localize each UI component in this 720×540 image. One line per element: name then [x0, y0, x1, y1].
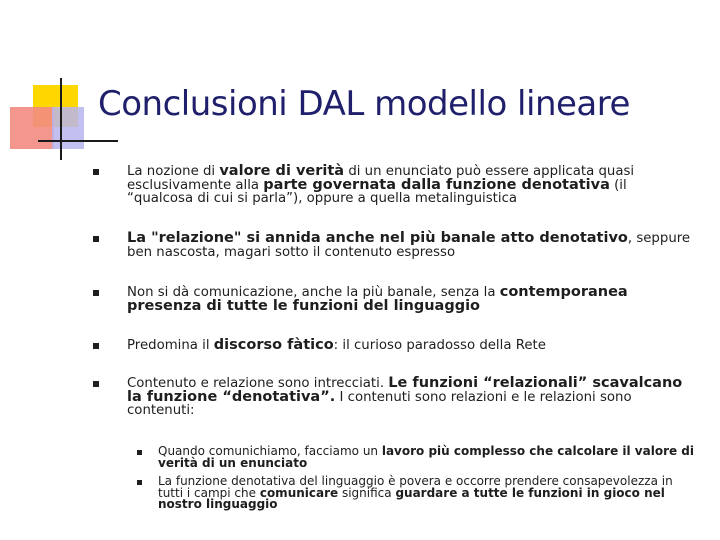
- bullet-marker: [93, 381, 99, 387]
- text-segment: Le funzioni “relazionali” scavalcano la funzione “denotativa”.: [127, 375, 683, 405]
- bullet-marker: [137, 450, 142, 455]
- bullet-item: [127, 286, 692, 313]
- bullet-marker: [137, 480, 142, 485]
- text-segment: La nozione di: [127, 164, 220, 179]
- text-segment: Predomina il: [127, 338, 214, 353]
- text-segment: Contenuto e relazione sono intrecciati.: [127, 376, 389, 391]
- text-segment: parte governata dalla funzione denotativa: [263, 176, 610, 193]
- bullet-marker: [93, 169, 99, 175]
- text-segment: contemporanea presenza di tutte le funzioni del linguaggio: [127, 284, 628, 314]
- text-segment: La funzione denotativa del linguaggio è povera e occorre prendere consapevolezza in tutti i campi che: [158, 474, 673, 500]
- bullet-item: [127, 339, 692, 353]
- sub-bullet-item: [158, 446, 698, 469]
- bullet-marker: [93, 343, 99, 349]
- text-segment: guardare a tutte le funzioni in gioco nel nostro linguaggio: [158, 485, 665, 511]
- sub-bullet-item: [158, 476, 698, 511]
- page-title: Conclusioni DAL modello lineare: [98, 84, 630, 124]
- red-square: [10, 107, 54, 149]
- bullet-item: [127, 165, 692, 206]
- text-segment: significa: [338, 485, 396, 500]
- text-segment: : il curioso paradosso della Rete: [333, 338, 546, 353]
- text-segment: I contenuti sono relazioni e le relazioni sono contenuti:: [127, 389, 632, 418]
- text-segment: lavoro più complesso che calcolare il valore di verità di un enunciato: [158, 444, 695, 470]
- bullet-item: [127, 232, 692, 259]
- blue-square: [52, 107, 84, 149]
- text-segment: valore di verità: [219, 163, 345, 179]
- bullet-marker: [93, 290, 99, 296]
- text-segment: Non si dà comunicazione, anche la più banale, senza la: [127, 285, 500, 300]
- vertical-line: [60, 78, 62, 160]
- bullet-marker: [93, 236, 99, 242]
- bullet-item: [127, 377, 692, 418]
- text-segment: (il “qualcosa di cui si parla”), oppure a quella metalinguistica: [127, 177, 627, 206]
- text-segment: di un enunciato può essere applicata quasi esclusivamente alla: [127, 164, 635, 193]
- text-segment: La "relazione" si annida anche nel più banale atto denotativo: [127, 230, 628, 246]
- text-segment: comunicare: [259, 485, 339, 500]
- text-segment: Quando comunichiamo, facciamo un: [158, 444, 382, 458]
- text-segment: discorso fàtico: [213, 337, 334, 353]
- horizontal-line: [38, 140, 118, 142]
- text-segment: , seppure ben nascosta, magari sotto il contenuto espresso: [127, 231, 691, 260]
